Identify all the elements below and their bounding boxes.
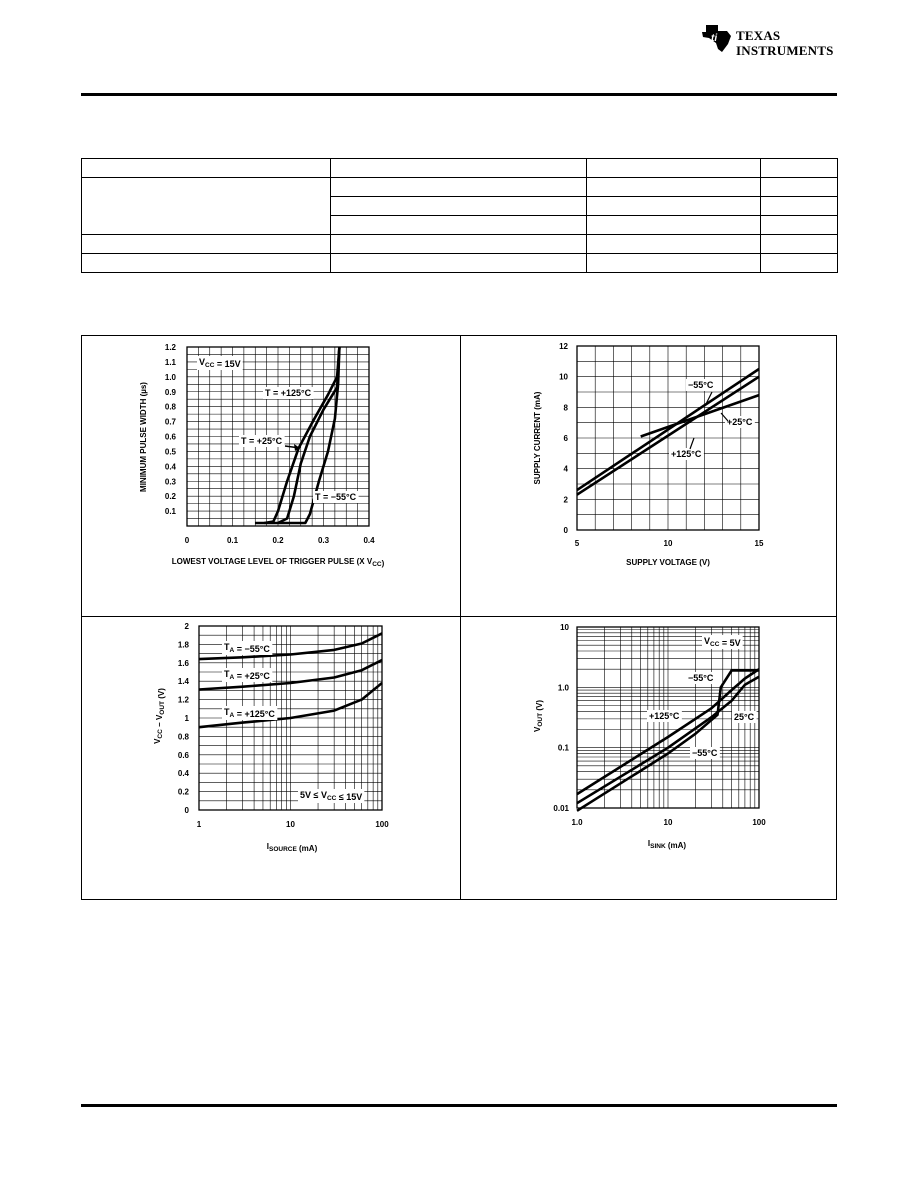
x-tick-label: 15: [754, 539, 764, 548]
svg-text:ti: ti: [711, 33, 718, 44]
x-tick-label: 100: [375, 820, 389, 829]
y-tick-label: 1.0: [164, 372, 176, 382]
y-tick-label: 0.8: [177, 732, 189, 742]
y-tick-label: 0.8: [164, 402, 176, 412]
y-axis-label: $V_{OUT}$ (V): [533, 700, 544, 732]
chart-min-pulse-width: [139, 343, 385, 568]
x-tick-label: 0.2: [272, 536, 284, 545]
y-axis-label: $V_{CC} - V_{OUT}$ (V): [153, 688, 166, 744]
y-tick-label: 0.4: [164, 462, 176, 472]
annotation-minus55-top: −55°C: [688, 673, 714, 683]
annotation-25: 25°C: [734, 712, 755, 722]
x-tick-label: 5: [574, 539, 580, 548]
annotation-ta-plus125: $T_A = +125^\circ C$: [224, 707, 275, 719]
annotation-minus55-bottom: −55°C: [692, 748, 718, 758]
y-tick-label: 8: [563, 403, 568, 413]
y-tick-label: 0.2: [164, 492, 176, 502]
y-tick-label: 1.2: [177, 695, 189, 705]
y-tick-label: 1.4: [177, 677, 189, 687]
y-tick-label: 1.2: [164, 343, 176, 352]
annotation-t-55: T = −55°C: [315, 492, 357, 502]
y-tick-label: 2: [184, 622, 189, 631]
x-tick-label: 1.0: [571, 818, 583, 827]
footer-rule: [81, 1104, 837, 1107]
y-tick-label: 0.9: [164, 387, 176, 397]
y-tick-label: 1.1: [164, 357, 176, 367]
annotation-plus125: +125°C: [649, 711, 680, 721]
series-line: [641, 395, 759, 436]
annotation-leader: [690, 438, 694, 449]
x-axis-label: LOWEST VOLTAGE LEVEL OF TRIGGER PULSE (X $V_{CC}$): [171, 557, 385, 568]
y-tick-label: 0.7: [164, 417, 176, 427]
y-tick-label: 1.8: [177, 640, 189, 650]
y-tick-label: 0.2: [177, 787, 189, 797]
x-tick-label: 0.3: [317, 536, 330, 545]
y-tick-label: 0.3: [164, 477, 176, 487]
x-tick-label: 100: [752, 818, 766, 827]
y-tick-label: 0: [563, 526, 568, 535]
chart-vout-isink: [533, 623, 766, 850]
x-tick-label: 1: [196, 820, 202, 829]
x-tick-label: 10: [663, 818, 673, 827]
chart-vcc-vout: [153, 622, 389, 853]
y-axis-label: MINIMUM PULSE WIDTH (µs): [139, 382, 148, 492]
annotation-vcc5: $V_{CC} = 5V$: [704, 636, 741, 648]
y-tick-label: 0: [184, 806, 189, 815]
annotation-minus55: −55°C: [688, 380, 714, 390]
y-tick-label: 1.0: [557, 683, 569, 693]
y-tick-label: 4: [563, 464, 568, 474]
annotation-ta-minus55: $T_A = -55^\circ C$: [224, 642, 270, 654]
x-axis-label: $I_{SOURCE}$ (mA): [266, 842, 318, 853]
annotation-t125: T = +125°C: [265, 388, 312, 398]
y-tick-label: 0.1: [164, 507, 176, 517]
x-tick-label: 0.4: [363, 536, 375, 545]
y-tick-label: 1.6: [177, 658, 189, 668]
annotation-plus125: +125°C: [671, 449, 702, 459]
x-tick-label: 0: [184, 536, 190, 545]
brand-line-1: TEXAS: [736, 28, 781, 43]
annotation-plus25: +25°C: [727, 417, 753, 427]
y-tick-label: 12: [559, 342, 568, 351]
x-tick-label: 10: [663, 539, 673, 548]
y-tick-label: 6: [563, 434, 568, 443]
y-tick-label: 10: [559, 372, 568, 382]
annotation-vcc: $V_{CC} = 15V$: [199, 357, 241, 369]
x-tick-label: 0.1: [226, 536, 239, 545]
annotation-vcc-range: $5V \le V_{CC} \le 15V$: [300, 790, 363, 802]
y-tick-label: 1: [184, 714, 189, 723]
y-tick-label: 0.01: [553, 804, 569, 813]
y-tick-label: 10: [560, 623, 569, 632]
x-tick-label: 10: [286, 820, 295, 829]
y-axis-label: SUPPLY CURRENT (mA): [533, 391, 542, 485]
y-tick-label: 0.5: [164, 447, 176, 457]
x-axis-label: $I_{SINK}$ (mA): [647, 839, 687, 850]
y-tick-label: 0.6: [164, 432, 176, 442]
y-tick-label: 2: [563, 495, 568, 505]
chart-supply-current: [533, 342, 764, 567]
x-axis-label: SUPPLY VOLTAGE (V): [626, 558, 710, 567]
annotation-ta-plus25: $T_A = +25^\circ C$: [224, 669, 270, 681]
annotation-t25: T = +25°C: [241, 436, 283, 446]
y-tick-label: 0.6: [177, 750, 189, 760]
brand-line-2: INSTRUMENTS: [736, 43, 834, 58]
y-tick-label: 0.4: [177, 769, 189, 779]
y-tick-label: 0.1: [557, 743, 569, 753]
